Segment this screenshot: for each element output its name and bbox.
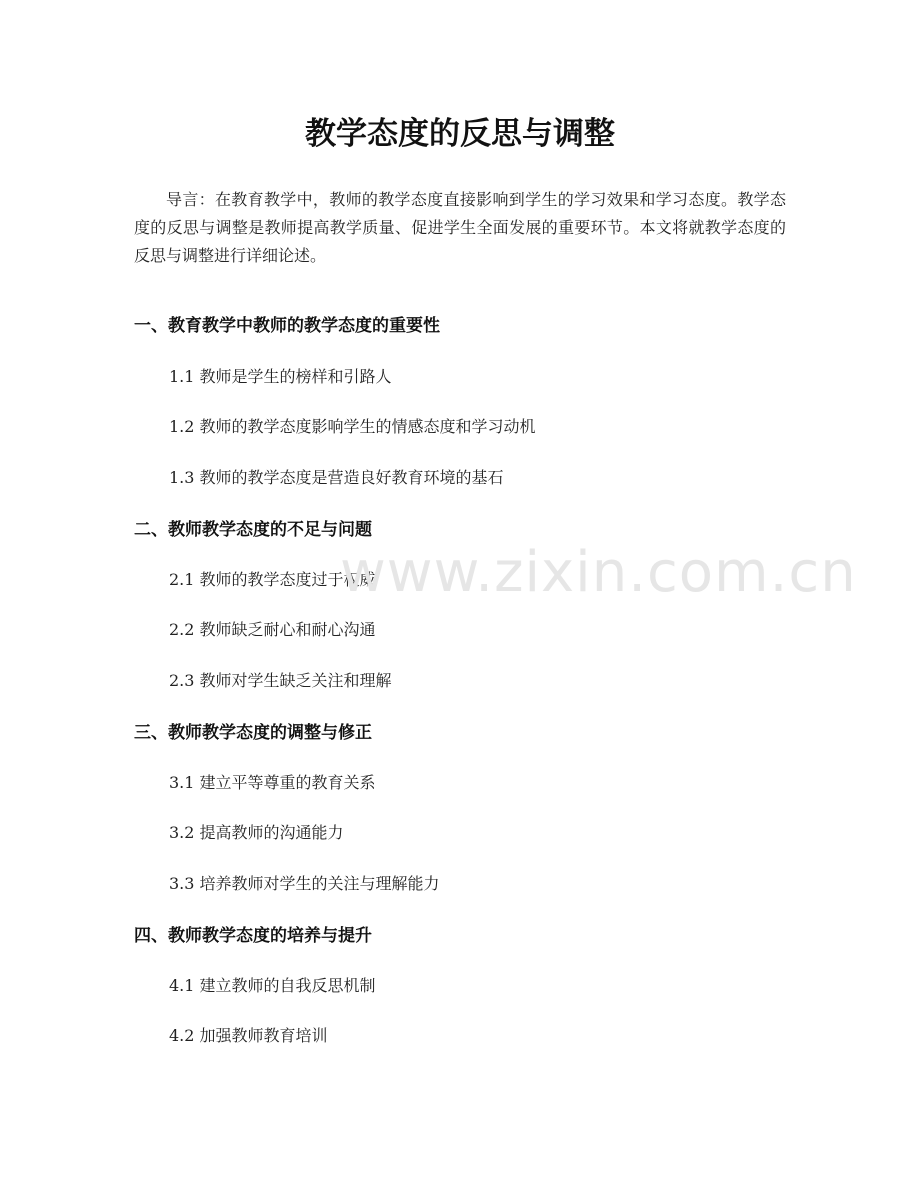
section-heading-2: 二、教师教学态度的不足与问题	[134, 520, 372, 540]
section-item-3-1: 3.1 建立平等尊重的教育关系	[169, 773, 376, 792]
section-item-1-2: 1.2 教师的教学态度影响学生的情感态度和学习动机	[169, 417, 536, 436]
section-item-4-2: 4.2 加强教师教育培训	[169, 1026, 328, 1045]
intro-paragraph: 导言：在教育教学中，教师的教学态度直接影响到学生的学习效果和学习态度。教学态度的反思与调整是教师提高教学质量、促进学生全面发展的重要环节。本文将就教学态度的反思与调整进行详细论述。	[134, 190, 786, 265]
section-item-1-1: 1.1 教师是学生的榜样和引路人	[169, 367, 392, 386]
section-heading-1: 一、教育教学中教师的教学态度的重要性	[134, 316, 440, 336]
section-item-3-3: 3.3 培养教师对学生的关注与理解能力	[169, 874, 440, 893]
section-item-4-1: 4.1 建立教师的自我反思机制	[169, 976, 376, 995]
section-item-2-3: 2.3 教师对学生缺乏关注和理解	[169, 671, 392, 690]
document-title: 教学态度的反思与调整	[305, 116, 615, 152]
section-item-2-1: 2.1 教师的教学态度过于权威	[169, 570, 376, 589]
section-item-2-2: 2.2 教师缺乏耐心和耐心沟通	[169, 620, 376, 639]
section-item-3-2: 3.2 提高教师的沟通能力	[169, 823, 344, 842]
section-heading-4: 四、教师教学态度的培养与提升	[134, 926, 372, 946]
section-item-1-3: 1.3 教师的教学态度是营造良好教育环境的基石	[169, 468, 504, 487]
watermark: www.zixin.com.cn	[340, 540, 857, 605]
section-heading-3: 三、教师教学态度的调整与修正	[134, 723, 372, 743]
